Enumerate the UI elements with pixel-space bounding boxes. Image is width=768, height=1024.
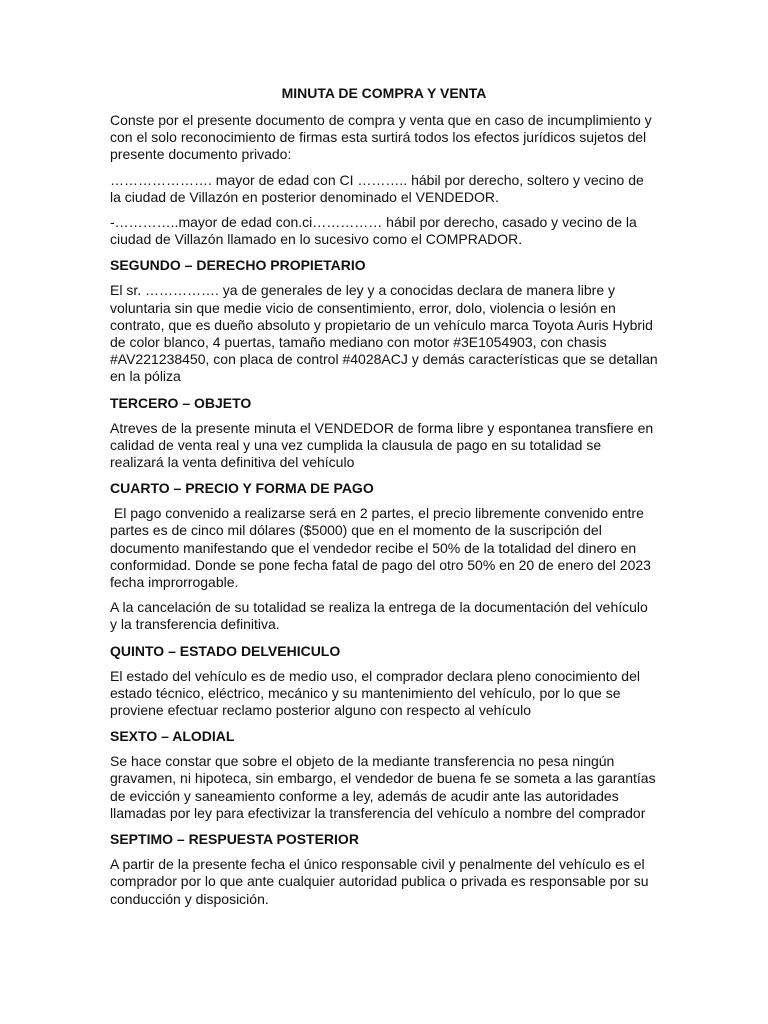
section-paragraph-quinto: El estado del vehículo es de medio uso, el comprador declara pleno conocimiento del estado técnico, eléctrico, mecánico y su mantenimiento del vehículo, por lo que se proviene efectuar reclamo posterior alguno con respecto al vehículo	[110, 667, 640, 719]
section-heading-sexto: SEXTO – ALODIAL	[110, 728, 235, 745]
section-paragraph-cuarto-1: El pago convenido a realizarse será en 2 partes, el precio libremente convenido entre partes es de cinco mil dólares ($5000) que en el momento de la suscripción del documento manifestando que el vendedor recibe el 50% de la totalidad del dinero en conformidad. Donde se pone fecha fatal de pago del otro 50% en 20 de enero del 2023 fecha improrrogable.	[110, 505, 655, 591]
seller-paragraph: …………………. mayor de edad con CI ……….. hábil por derecho, soltero y vecino de la ciudad de Villazón en posterior denominado el VENDEDOR.	[110, 171, 644, 205]
section-paragraph-sexto: Se hace constar que sobre el objeto de la mediante transferencia no pesa ningún gravamen, ni hipoteca, sin embargo, el vendedor de buena fe se someta a las garantías de evicción y saneamiento conforme a ley, además de acudir ante las autoridades llamadas por ley para efectivizar la transferencia del vehículo a nombre del comprador	[110, 753, 656, 821]
document-title: MINUTA DE COMPRA Y VENTA	[281, 85, 487, 101]
section-heading-tercero: TERCERO – OBJETO	[110, 394, 252, 411]
section-paragraph-septimo: A partir de la presente fecha el único responsable civil y penalmente del vehículo es el comprador por lo que ante cualquier autoridad publica o privada es responsable por su conducción y disposición.	[110, 856, 649, 907]
section-heading-segundo: SEGUNDO – DERECHO PROPIETARIO	[110, 257, 366, 274]
document-page	[110, 84, 658, 916]
section-heading-quinto: QUINTO – ESTADO DELVEHICULO	[110, 642, 341, 659]
section-paragraph-segundo: El sr. ……………. ya de generales de ley y a conocidas declara de manera libre y voluntaria sin que medie vicio de consentimiento, error, dolo, violencia o lesión en contrato, que es dueño absoluto y propietario de un vehículo marca Toyota Auris Hybrid de color blanco, 4 puertas, tamaño mediano con motor #3E1054903, con chasis #AV221238450, con placa de control #4028ACJ y demás características que se detallan en la póliza	[110, 282, 658, 385]
section-heading-septimo: SEPTIMO – RESPUESTA POSTERIOR	[110, 831, 359, 848]
section-heading-cuarto: CUARTO – PRECIO Y FORMA DE PAGO	[110, 480, 374, 497]
buyer-paragraph: -…………..mayor de edad con.ci…………… hábil por derecho, casado y vecino de la ciudad de Villazón llamado en lo sucesivo como el COMPRADOR.	[110, 214, 637, 248]
section-paragraph-cuarto-2: A la cancelación de su totalidad se realiza la entrega de la documentación del vehículo y la transferencia definitiva.	[110, 599, 648, 633]
intro-paragraph: Conste por el presente documento de compra y venta que en caso de incumplimiento y con el solo reconocimiento de firmas esta surtirá todos los efectos jurídicos sujetos del presente documento privado:	[110, 112, 652, 163]
section-paragraph-tercero: Atreves de la presente minuta el VENDEDOR de forma libre y espontanea transfiere en calidad de venta real y una vez cumplida la clausula de pago en su totalidad se realizará la venta definitiva del vehículo	[110, 419, 654, 471]
